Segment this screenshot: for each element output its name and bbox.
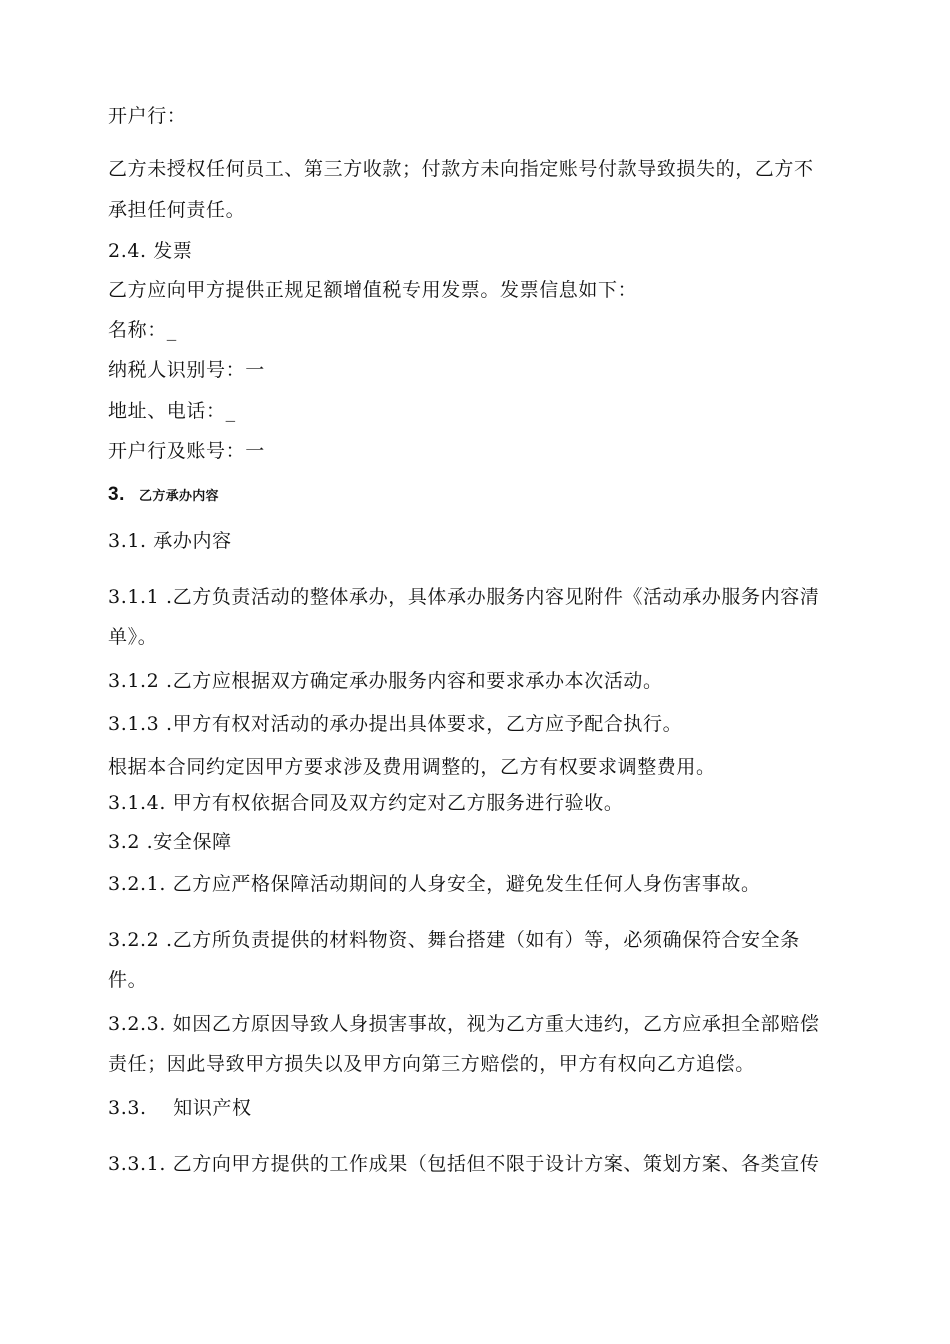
clause-3-1-1-line-1: 3.1.1 .乙方负责活动的整体承办，具体承办服务内容见附件《活动承办服务内容清 xyxy=(108,586,820,608)
invoice-name-field: 名称：_ xyxy=(108,319,177,341)
clause-3-3-1: 3.3.1. 乙方向甲方提供的工作成果（包括但不限于设计方案、策划方案、各类宣传 xyxy=(108,1153,820,1175)
invoice-address-field: 地址、电话：_ xyxy=(108,400,236,422)
clause-3-3: 3.3. 知识产权 xyxy=(108,1097,252,1119)
invoice-heading: 2.4. 发票 xyxy=(108,240,193,262)
invoice-tax-id-field: 纳税人识别号：一 xyxy=(108,359,265,381)
invoice-bank-field: 开户行及账号：一 xyxy=(108,440,265,462)
clause-3-1-3-note: 根据本合同约定因甲方要求涉及费用调整的，乙方有权要求调整费用。 xyxy=(108,756,716,778)
clause-3-2-1: 3.2.1. 乙方应严格保障活动期间的人身安全，避免发生任何人身伤害事故。 xyxy=(108,873,761,895)
clause-3-2-3-line-1: 3.2.3. 如因乙方原因导致人身损害事故，视为乙方重大违约，乙方应承担全部赔偿 xyxy=(108,1013,820,1035)
clause-3-2: 3.2 .安全保障 xyxy=(108,831,232,853)
section-3-heading xyxy=(108,482,219,509)
payment-note-line-1: 乙方未授权任何员工、第三方收款；付款方未向指定账号付款导致损失的，乙方不 xyxy=(108,158,814,180)
clause-3-1-3: 3.1.3 .甲方有权对活动的承办提出具体要求，乙方应予配合执行。 xyxy=(108,713,683,735)
clause-3-1-1-line-2: 单》。 xyxy=(108,626,158,648)
section-3-title: 乙方承办内容 xyxy=(139,489,219,504)
payment-note-line-2: 承担任何责任。 xyxy=(108,199,246,221)
clause-3-2-3-line-2: 责任；因此导致甲方损失以及甲方向第三方赔偿的，甲方有权向乙方追偿。 xyxy=(108,1053,755,1075)
clause-3-2-2-line-1: 3.2.2 .乙方所负责提供的材料物资、舞台搭建（如有）等，必须确保符合安全条 xyxy=(108,929,800,951)
bank-line: 开户行： xyxy=(108,105,187,127)
clause-3-2-2-line-2: 件。 xyxy=(108,969,148,991)
section-3-number: 3. xyxy=(108,484,126,505)
invoice-intro: 乙方应向甲方提供正规足额增值税专用发票。发票信息如下： xyxy=(108,279,638,301)
clause-3-1-4: 3.1.4. 甲方有权依据合同及双方约定对乙方服务进行验收。 xyxy=(108,792,624,814)
clause-3-1: 3.1. 承办内容 xyxy=(108,530,232,552)
clause-3-1-2: 3.1.2 .乙方应根据双方确定承办服务内容和要求承办本次活动。 xyxy=(108,670,663,692)
